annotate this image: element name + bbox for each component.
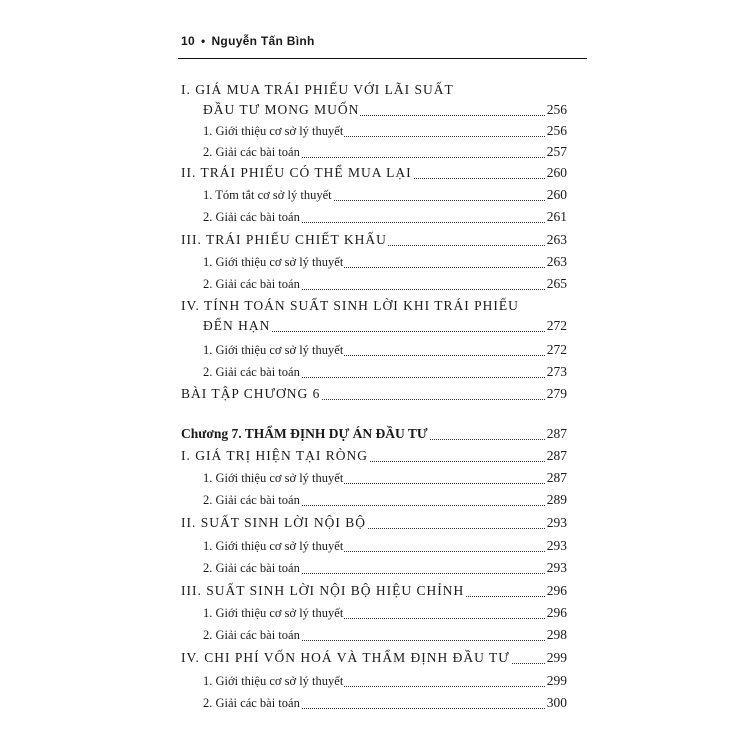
toc-entry-page: 287 [546,424,567,444]
toc-entry [0,536,745,556]
toc-entry-page: 299 [546,648,567,668]
toc-entry [0,362,745,382]
toc-entry-title: 1. Giới thiệu cơ sở lý thuyết [203,252,344,272]
toc-entry [0,185,745,205]
toc-entry-title: ĐẾN HẠN [203,316,271,336]
toc-entry-title: 1. Giới thiệu cơ sở lý thuyết [203,468,344,488]
toc-entry-page: 260 [546,163,567,183]
toc-entry-title: BÀI TẬP CHƯƠNG 6 [181,384,321,404]
header-rule [178,58,587,59]
toc-entry-title: 2. Giải các bài toán [203,693,301,713]
toc-entry-page: 289 [546,490,567,510]
toc-entry-page: 273 [546,362,567,382]
toc-entry [0,100,745,120]
toc-entry-page: 293 [546,536,567,556]
toc-entry-page: 272 [546,316,567,336]
toc-entry-heading-line: IV. TÍNH TOÁN SUẤT SINH LỜI KHI TRÁI PHIẾU [181,298,519,313]
toc-entry-title: 2. Giải các bài toán [203,207,301,227]
toc-entry-title: 1. Giới thiệu cơ sở lý thuyết [203,121,344,141]
toc-entry [0,490,745,510]
toc-entry [0,468,745,488]
toc-entry-page: 256 [546,121,567,141]
toc-entry [0,671,745,691]
toc-entry [0,142,745,162]
toc-entry-title: 2. Giải các bài toán [203,490,301,510]
toc-entry-page: 287 [546,446,567,466]
toc-entry-page: 300 [546,693,567,713]
toc-entry-heading-line: I. GIÁ MUA TRÁI PHIẾU VỚI LÃI SUẤT [181,82,454,97]
toc-entry-title: 2. Giải các bài toán [203,625,301,645]
author-name: Nguyễn Tấn Bình [211,34,315,48]
toc-entry-page: 296 [546,603,567,623]
toc-entry-title: III. SUẤT SINH LỜI NỘI BỘ HIỆU CHỈNH [181,581,465,601]
toc-entry [0,693,745,713]
running-header [181,34,315,48]
toc-entry-title: 1. Giới thiệu cơ sở lý thuyết [203,603,344,623]
toc-entry-page: 272 [546,340,567,360]
toc-entry [0,207,745,227]
toc-entry-title: IV. CHI PHÍ VỐN HOÁ VÀ THẨM ĐỊNH ĐẦU TƯ [181,648,511,668]
toc-entry-page: 263 [546,252,567,272]
toc-entry-title: 1. Giới thiệu cơ sở lý thuyết [203,340,344,360]
toc-entry [0,252,745,272]
toc-entry-title: 1. Giới thiệu cơ sở lý thuyết [203,536,344,556]
toc-entry [0,163,745,183]
toc-entry [0,424,745,444]
toc-entry [0,581,745,601]
toc-entry-title: 2. Giải các bài toán [203,558,301,578]
toc-entry-page: 296 [546,581,567,601]
toc-entry-title: II. TRÁI PHIẾU CÓ THỂ MUA LẠI [181,163,413,183]
toc-entry [0,121,745,141]
toc-entry-title: 2. Giải các bài toán [203,142,301,162]
toc-entry-page: 256 [546,100,567,120]
toc-entry-title: 2. Giải các bài toán [203,274,301,294]
toc-entry [0,316,745,336]
toc-entry-page: 293 [546,513,567,533]
toc-entry-title: 1. Giới thiệu cơ sở lý thuyết [203,671,344,691]
toc-entry-page: 293 [546,558,567,578]
toc-entry-title: Chương 7. THẨM ĐỊNH DỰ ÁN ĐẦU TƯ [181,424,429,444]
toc-entry [0,558,745,578]
toc-entry [0,513,745,533]
toc-entry [0,648,745,668]
toc-entry-title: 2. Giải các bài toán [203,362,301,382]
toc-entry [0,625,745,645]
page-number: 10 [181,34,195,48]
header-separator: • [200,34,206,48]
toc-entry-page: 279 [546,384,567,404]
toc-entry [0,340,745,360]
toc-entry-title: II. SUẤT SINH LỜI NỘI BỘ [181,513,367,533]
toc-entry-title: ĐẦU TƯ MONG MUỐN [203,100,360,120]
toc-entry-page: 260 [546,185,567,205]
toc-entry-title: III. TRÁI PHIẾU CHIẾT KHẤU [181,230,388,250]
toc-entry [0,446,745,466]
toc-entry-page: 298 [546,625,567,645]
toc-entry-page: 257 [546,142,567,162]
toc-entry-title: 1. Tóm tắt cơ sở lý thuyết [203,185,333,205]
toc-entry-page: 287 [546,468,567,488]
toc-entry [0,603,745,623]
toc-entry-page: 261 [546,207,567,227]
toc-entry-page: 263 [546,230,567,250]
toc-entry [0,230,745,250]
toc-entry-page: 265 [546,274,567,294]
toc-entry [0,384,745,404]
toc-entry-page: 299 [546,671,567,691]
toc-entry [0,274,745,294]
toc-entry-title: I. GIÁ TRỊ HIỆN TẠI RÒNG [181,446,369,466]
